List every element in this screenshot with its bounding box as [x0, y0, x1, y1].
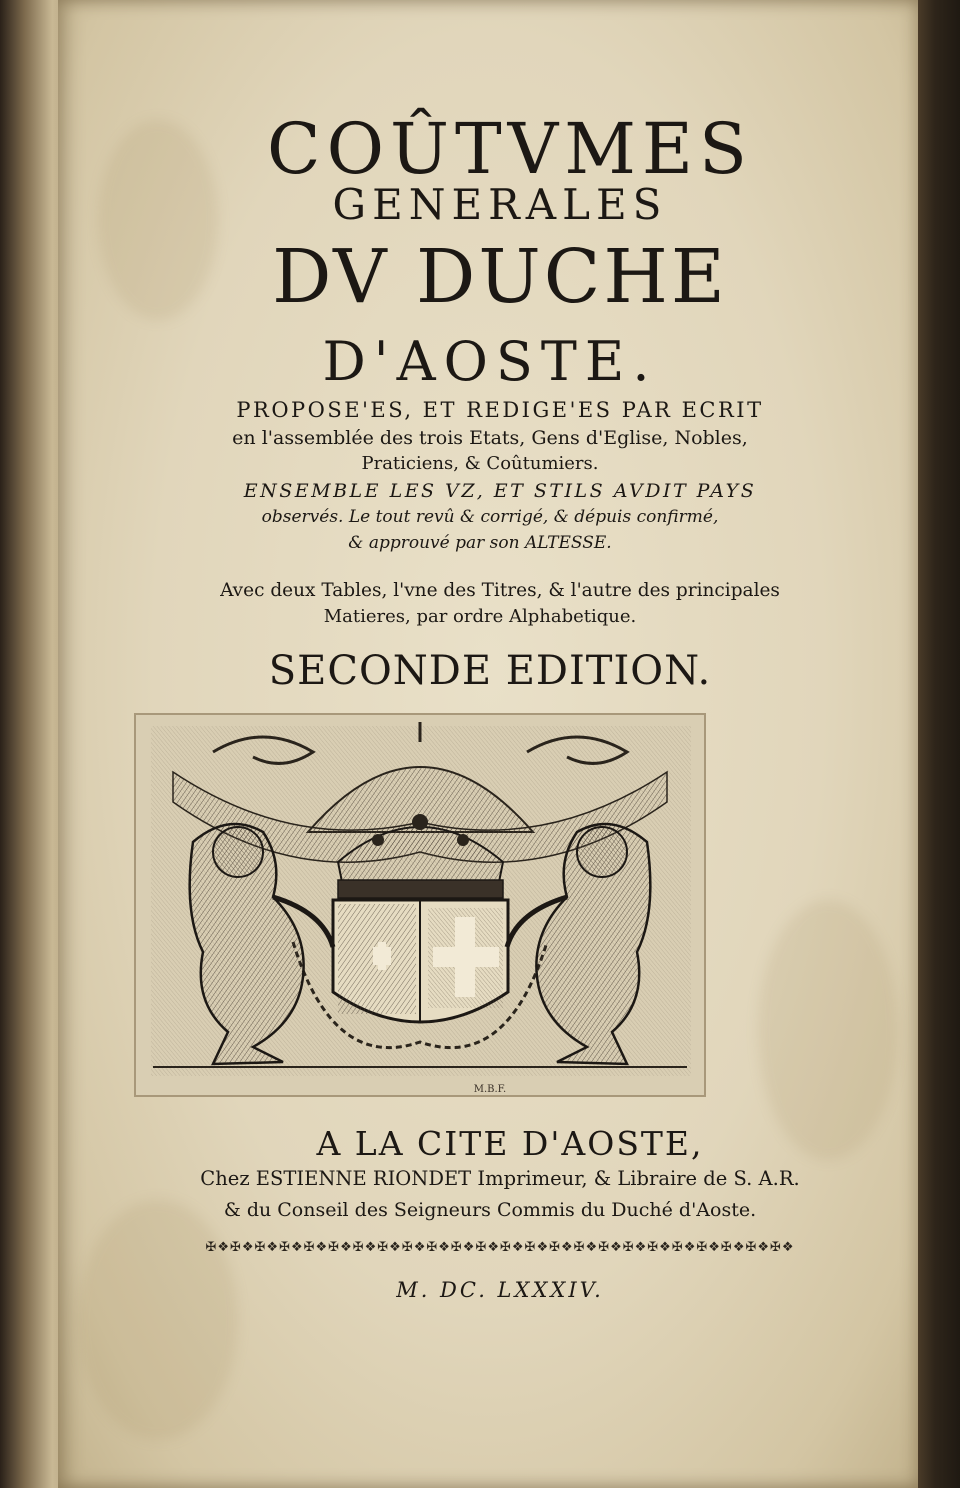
engraver-signature: M.B.F.: [473, 1084, 507, 1095]
subtitle-line-4: ENSEMBLE LES VZ, ET STILS AVDIT PAYS: [243, 480, 757, 502]
subtitle-line-2: en l'assemblée des trois Etats, Gens d'Eglise, Nobles,: [232, 427, 748, 449]
edition-heading: SECONDE EDITION.: [268, 648, 712, 694]
title-line-2: GENERALES: [332, 180, 668, 229]
publication-year: M. DC. LXXXIV.: [396, 1278, 604, 1302]
subtitle-line-6: & approuvé par son ALTESSE.: [348, 533, 612, 553]
title-line-3: DV DUCHE: [272, 234, 728, 320]
page-stain: [78, 1200, 238, 1440]
coat-of-arms-engraving: [133, 712, 707, 1098]
page-stain: [758, 900, 898, 1160]
shield-icon: [333, 900, 508, 1022]
ornamental-rule: ✠❖✠❖✠❖✠❖✠❖✠❖✠❖✠❖✠❖✠❖✠❖✠❖✠❖✠❖✠❖✠❖✠❖✠❖✠❖✠❖✠❖✠❖✠❖✠❖: [205, 1240, 795, 1255]
imprint-council: & du Conseil des Seigneurs Commis du Duché d'Aoste.: [223, 1199, 757, 1221]
imprint-printer: Chez ESTIENNE RIONDET Imprimeur, & Libraire de S. A.R.: [200, 1167, 800, 1190]
subtitle-line-7: Avec deux Tables, l'vne des Titres, & l'autre des principales: [220, 580, 780, 601]
subtitle-line-3: Praticiens, & Coûtumiers.: [361, 453, 599, 474]
title-line-1: COÛTVMES: [267, 108, 753, 190]
subtitle-line-5: observés. Le tout revû & corrigé, & dépuis confirmé,: [261, 507, 719, 527]
title-line-4: D'AOSTE.: [322, 330, 658, 393]
imprint-city: A LA CITE D'AOSTE,: [316, 1124, 704, 1163]
subtitle-line-8: Matieres, par ordre Alphabetique.: [323, 606, 637, 627]
subtitle-line-1: PROPOSE'ES, ET REDIGE'ES PAR ECRIT: [236, 398, 764, 422]
